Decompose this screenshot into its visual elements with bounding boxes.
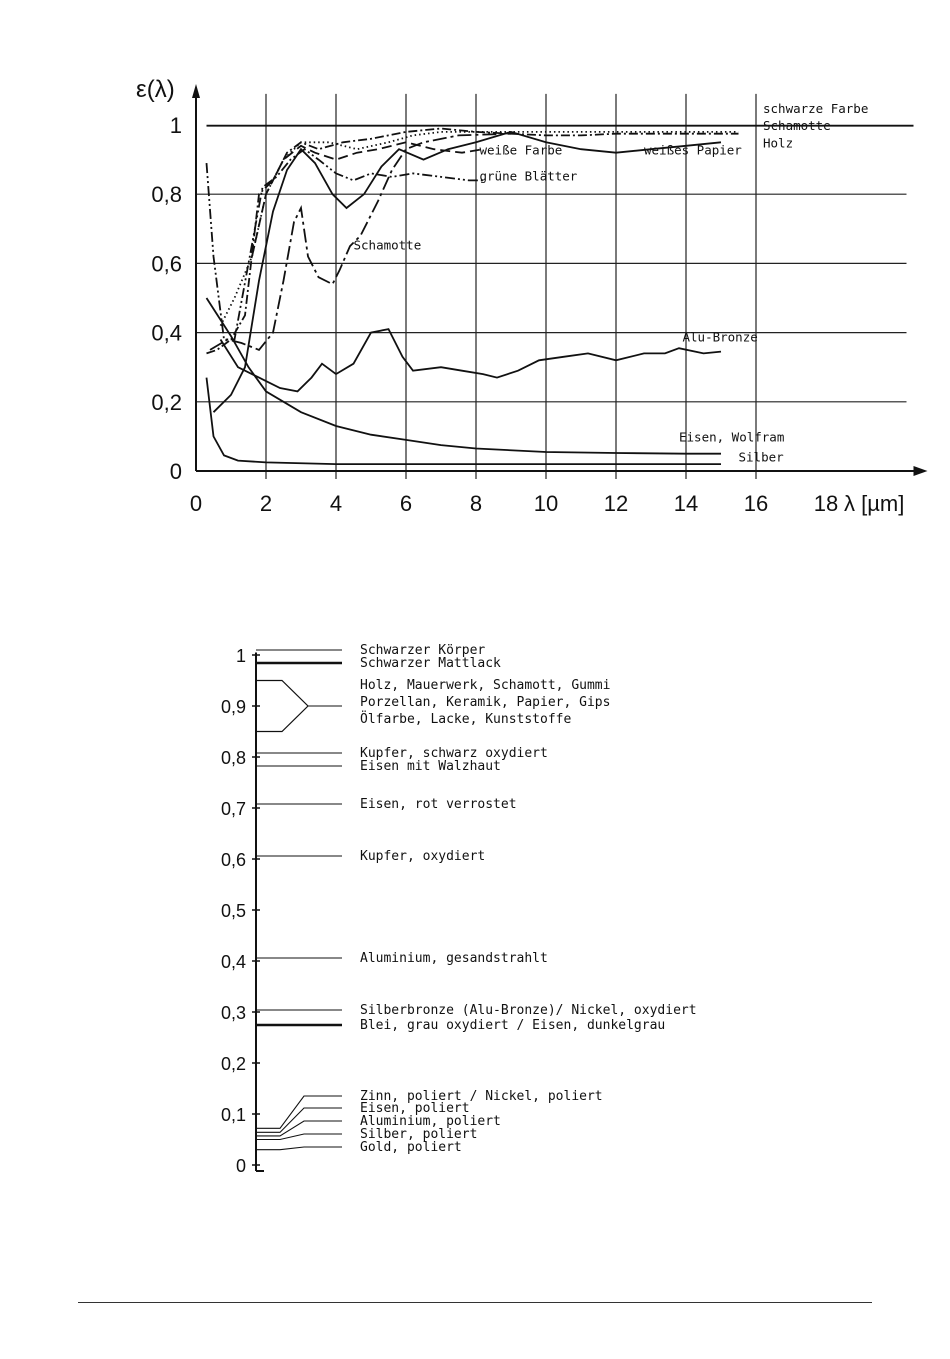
- scale-tick-label: 0,1: [220, 1105, 246, 1125]
- x-tick-label: 16: [743, 491, 769, 516]
- y-tick-label: 0,4: [151, 320, 182, 346]
- scale-entry-label: Ölfarbe, Lacke, Kunststoffe: [360, 712, 572, 727]
- series-annotation: Silber: [738, 449, 784, 465]
- scale-entry-lines: [256, 650, 342, 1150]
- y-tick-label: 0,8: [151, 182, 182, 208]
- scale-entry-label: Aluminium, poliert: [360, 1114, 501, 1129]
- x-tick-label: 12: [603, 491, 629, 516]
- scale-tick-label: 0,9: [220, 697, 246, 717]
- series-line-9: [207, 298, 722, 454]
- scale-tick-label: 0,4: [220, 952, 246, 972]
- series-line-2: [221, 132, 739, 326]
- x-axis-arrow: [914, 466, 928, 476]
- scale-entry-label: Schwarzer Mattlack: [360, 656, 501, 671]
- series-line-10: [207, 378, 722, 465]
- series-annotation: weiße Farbe: [479, 142, 563, 158]
- series-annotation: Holz: [763, 135, 794, 151]
- scale-entry-label: Porzellan, Keramik, Papier, Gips: [360, 695, 611, 710]
- series-line-3: [214, 132, 722, 412]
- scale-tick-label: 0,7: [220, 799, 246, 819]
- scale-tick-label: 0,3: [220, 1003, 246, 1023]
- series-annotation: schwarze Farbe: [763, 100, 869, 116]
- series-annotation: Eisen, Wolfram: [679, 429, 785, 445]
- scale-entry-label: Zinn, poliert / Nickel, poliert: [360, 1089, 603, 1104]
- scale-entry-label: Kupfer, oxydiert: [360, 849, 486, 864]
- scale-entry-label: Silberbronze (Alu-Bronze)/ Nickel, oxydiert: [360, 1003, 697, 1018]
- scale-entry-label: Kupfer, schwarz oxydiert: [360, 746, 548, 761]
- scale-entry-label: Blei, grau oxydiert / Eisen, dunkelgrau: [360, 1018, 666, 1033]
- scale-fan-line: [256, 1147, 342, 1150]
- x-tick-label: 10: [533, 491, 559, 516]
- x-tick-label: 18: [813, 491, 839, 516]
- scale-entry-label: Holz, Mauerwerk, Schamott, Gummi: [360, 678, 611, 693]
- scale-entry-label: Gold, poliert: [360, 1140, 462, 1155]
- series-line-8: [221, 329, 722, 391]
- series-annotation: grüne Blätter: [479, 168, 578, 184]
- y-tick-label: 1: [169, 113, 182, 138]
- y-axis-arrow: [192, 84, 200, 98]
- scale-tick-label: 0,8: [220, 748, 246, 768]
- series-annotation: weißes Papier: [644, 142, 742, 158]
- footer-rule: [78, 1302, 872, 1303]
- scale-entry-label: Schwarzer Körper: [360, 643, 486, 658]
- scale-tick-label: 1: [235, 646, 246, 666]
- x-tick-label: 14: [673, 491, 699, 516]
- scale-entry-label: Eisen, rot verrostet: [360, 797, 517, 812]
- scale-tick-label: 0,2: [220, 1054, 246, 1074]
- scale-tick-labels: [221, 646, 246, 1176]
- x-tick-label: 4: [329, 491, 343, 516]
- x-tick-label: 6: [399, 491, 413, 516]
- series-annotation: Alu-Bronze: [682, 329, 758, 345]
- x-tick-label: 0: [189, 491, 203, 516]
- scale-tick-label: 0,5: [220, 901, 246, 921]
- series-line-6: [207, 149, 484, 339]
- series-line-5: [207, 129, 739, 354]
- scale-axis: [252, 652, 264, 1171]
- scale-fan-line: [256, 1096, 342, 1128]
- y-tick-label: 0: [169, 459, 182, 484]
- scale-group-bracket: [256, 681, 308, 732]
- scale-tick-label: 0: [235, 1156, 246, 1176]
- scale-entry-labels: [360, 643, 697, 1155]
- x-tick-label: 8: [469, 491, 483, 516]
- emissivity-scale-chart: [0, 600, 950, 1220]
- y-axis-label: ε(λ): [136, 76, 175, 103]
- y-tick-label: 0,6: [151, 251, 182, 277]
- scale-tick-label: 0,6: [220, 850, 246, 870]
- scale-entry-label: Aluminium, gesandstrahlt: [360, 951, 548, 966]
- x-axis-label: λ [µm]: [844, 491, 905, 516]
- y-tick-label: 0,2: [151, 389, 182, 415]
- annotations: [354, 101, 869, 464]
- scale-fan-line: [256, 1134, 342, 1140]
- series-annotation: Schamotte: [763, 118, 831, 134]
- scale-entry-label: Eisen, poliert: [360, 1101, 470, 1116]
- x-tick-label: 2: [259, 491, 273, 516]
- scale-entry-label: Silber, poliert: [360, 1127, 478, 1142]
- scale-entry-label: Eisen mit Walzhaut: [360, 759, 501, 774]
- spectral-emissivity-chart: [0, 0, 950, 540]
- series-annotation: Schamotte: [353, 237, 422, 253]
